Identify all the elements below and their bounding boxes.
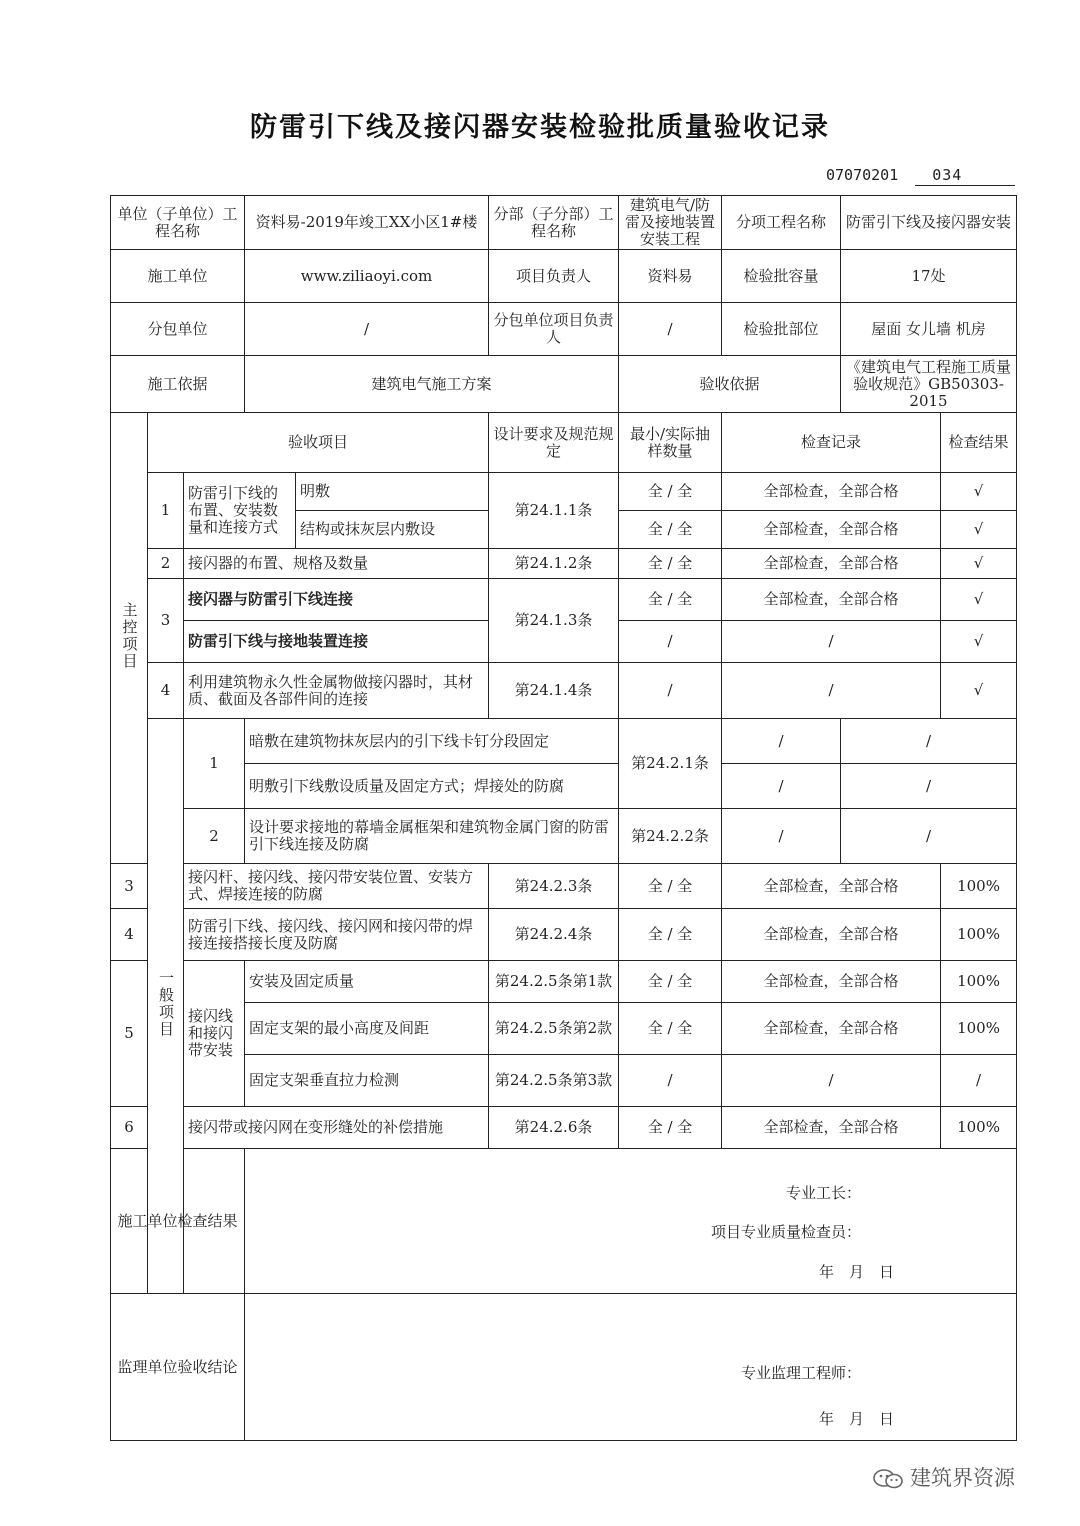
item-name: 设计要求接地的幕墙金属框架和建筑物金属门窗的防雷引下线连接及防腐 — [245, 809, 619, 864]
contractor-date: 年 月 日 — [819, 1263, 895, 1281]
item-result: √ — [941, 579, 1017, 621]
item-name: 接闪器与防雷引下线连接 — [184, 579, 489, 621]
subitem-label: 分项工程名称 — [722, 196, 841, 250]
item-spec: 第24.1.4条 — [489, 663, 619, 719]
item-name: 明敷引下线敷设质量及固定方式；焊接处的防腐 — [245, 764, 619, 809]
item-record: 全部检查，全部合格 — [722, 511, 941, 549]
unit-label: 单位（子单位）工程名称 — [111, 196, 245, 250]
item-sample: 全 / 全 — [619, 909, 722, 961]
item-no: 3 — [111, 864, 148, 909]
accept-basis-label: 验收依据 — [619, 356, 841, 413]
item-spec: 第24.2.1条 — [619, 719, 722, 809]
qc-inspector-label: 项目专业质量检查员： — [711, 1223, 862, 1241]
contractor-label: 施工单位 — [111, 250, 245, 303]
pm-value: 资料易 — [619, 250, 722, 303]
item-no: 3 — [148, 579, 184, 663]
item-name: 明敷 — [296, 473, 489, 511]
basis-label: 施工依据 — [111, 356, 245, 413]
form-number-underline — [915, 185, 1015, 186]
item-spec: 第24.2.5条第3款 — [489, 1055, 619, 1107]
item-name: 防雷引下线与接地装置连接 — [184, 621, 489, 663]
item-record: 全部检查，全部合格 — [722, 909, 941, 961]
item-spec: 第24.2.3条 — [489, 864, 619, 909]
item-sample: / — [619, 1055, 722, 1107]
item-record: 全部检查，全部合格 — [722, 473, 941, 511]
item-sample: 全 / 全 — [619, 864, 722, 909]
item-record: / — [722, 663, 941, 719]
item-spec: 第24.1.2条 — [489, 549, 619, 579]
item-spec: 第24.2.2条 — [619, 809, 722, 864]
item-no: 5 — [111, 961, 148, 1107]
foreman-label: 专业工长： — [786, 1184, 862, 1202]
col-item: 验收项目 — [148, 413, 489, 473]
item-name: 接闪带或接闪网在变形缝处的补偿措施 — [184, 1107, 489, 1149]
item-sample: / — [722, 719, 841, 764]
unit-value: 资料易-2019年竣工XX小区1#楼 — [245, 196, 489, 250]
item-record: / — [841, 719, 1017, 764]
col-spec: 设计要求及规范规定 — [489, 413, 619, 473]
item-name: 接闪器的布置、规格及数量 — [184, 549, 489, 579]
item-spec: 第24.2.6条 — [489, 1107, 619, 1149]
item-name: 暗敷在建筑物抹灰层内的引下线卡钉分段固定 — [245, 719, 619, 764]
item-record: / — [722, 621, 941, 663]
item-name: 利用建筑物永久性金属物做接闪器时，其材质、截面及各部件间的连接 — [184, 663, 489, 719]
item-record: / — [722, 1055, 941, 1107]
item-record: 全部检查，全部合格 — [722, 961, 941, 1003]
pm-label: 项目负责人 — [489, 250, 619, 303]
watermark-text: 建筑界资源 — [910, 1466, 1015, 1490]
contractor-signature-area — [245, 1149, 1017, 1294]
item-name: 接闪杆、接闪线、接闪带安装位置、安装方式、焊接连接的防腐 — [184, 864, 489, 909]
item-no: 4 — [148, 663, 184, 719]
supervisor-engineer-label: 专业监理工程师： — [741, 1364, 862, 1382]
basis-value: 建筑电气施工方案 — [245, 356, 619, 413]
item-group: 接闪线和接闪带安装 — [184, 961, 245, 1107]
inspection-table — [110, 195, 1017, 1441]
item-sample: 全 / 全 — [619, 1003, 722, 1055]
item-sample: / — [619, 663, 722, 719]
item-record: 全部检查，全部合格 — [722, 579, 941, 621]
item-result: 100% — [941, 864, 1017, 909]
contractor-result-label: 施工单位检查结果 — [111, 1149, 245, 1294]
item-result: 100% — [941, 961, 1017, 1003]
form-code — [826, 166, 962, 184]
item-group: 防雷引下线的布置、安装数量和连接方式 — [184, 473, 296, 549]
item-sample: 全 / 全 — [619, 579, 722, 621]
item-record: 全部检查，全部合格 — [722, 864, 941, 909]
page-title: 防雷引下线及接闪器安装检验批质量验收记录 — [250, 112, 830, 143]
item-no: 1 — [184, 719, 245, 809]
sub-pm-value: / — [619, 303, 722, 356]
item-spec: 第24.1.1条 — [489, 473, 619, 549]
item-name: 固定支架的最小高度及间距 — [245, 1003, 489, 1055]
location-value: 屋面 女儿墙 机房 — [841, 303, 1017, 356]
sub-value: / — [245, 303, 489, 356]
form-code-value: 07070201 — [826, 166, 899, 184]
col-record: 检查记录 — [722, 413, 941, 473]
item-record: 全部检查，全部合格 — [722, 1003, 941, 1055]
capacity-value: 17处 — [841, 250, 1017, 303]
item-record: / — [841, 764, 1017, 809]
item-result: 100% — [941, 1003, 1017, 1055]
item-record: / — [841, 809, 1017, 864]
division-label: 分部（子分部）工程名称 — [489, 196, 619, 250]
supervisor-date: 年 月 日 — [819, 1410, 895, 1428]
item-result: 100% — [941, 909, 1017, 961]
item-result: 100% — [941, 1107, 1017, 1149]
sub-label: 分包单位 — [111, 303, 245, 356]
general-section-label: 一般项目 — [148, 719, 184, 1294]
item-result: √ — [941, 621, 1017, 663]
item-sample: 全 / 全 — [619, 549, 722, 579]
col-sample: 最小/实际抽样数量 — [619, 413, 722, 473]
item-spec: 第24.2.5条第1款 — [489, 961, 619, 1003]
item-name: 固定支架垂直拉力检测 — [245, 1055, 489, 1107]
supervisor-label: 监理单位验收结论 — [111, 1294, 245, 1441]
item-name: 防雷引下线、接闪线、接闪网和接闪带的焊接连接搭接长度及防腐 — [184, 909, 489, 961]
item-sample: / — [619, 621, 722, 663]
item-sample: 全 / 全 — [619, 473, 722, 511]
item-result: √ — [941, 549, 1017, 579]
item-result: √ — [941, 663, 1017, 719]
location-label: 检验批部位 — [722, 303, 841, 356]
main-section-label: 主控项目 — [111, 413, 148, 864]
item-sample: / — [722, 764, 841, 809]
item-spec: 第24.2.4条 — [489, 909, 619, 961]
item-no: 1 — [148, 473, 184, 549]
subitem-value: 防雷引下线及接闪器安装 — [841, 196, 1017, 250]
item-result: √ — [941, 511, 1017, 549]
supervisor-signature-area — [245, 1294, 1017, 1441]
item-no: 2 — [148, 549, 184, 579]
item-sample: 全 / 全 — [619, 1107, 722, 1149]
item-no: 6 — [111, 1107, 148, 1149]
item-result: √ — [941, 473, 1017, 511]
item-result: / — [941, 1055, 1017, 1107]
watermark — [872, 1462, 1015, 1492]
item-record: 全部检查，全部合格 — [722, 1107, 941, 1149]
col-result: 检查结果 — [941, 413, 1017, 473]
item-sample: / — [722, 809, 841, 864]
wechat-icon — [872, 1468, 904, 1490]
item-name: 安装及固定质量 — [245, 961, 489, 1003]
sub-pm-label: 分包单位项目负责人 — [489, 303, 619, 356]
item-spec: 第24.2.5条第2款 — [489, 1003, 619, 1055]
item-sample: 全 / 全 — [619, 511, 722, 549]
capacity-label: 检验批容量 — [722, 250, 841, 303]
item-no: 4 — [111, 909, 148, 961]
accept-basis-value: 《建筑电气工程施工质量验收规范》GB50303-2015 — [841, 356, 1017, 413]
item-name: 结构或抹灰层内敷设 — [296, 511, 489, 549]
item-record: 全部检查，全部合格 — [722, 549, 941, 579]
contractor-value: www.ziliaoyi.com — [245, 250, 489, 303]
form-number: 034 — [932, 166, 963, 184]
division-value: 建筑电气/防雷及接地装置安装工程 — [619, 196, 722, 250]
item-sample: 全 / 全 — [619, 961, 722, 1003]
item-spec: 第24.1.3条 — [489, 579, 619, 663]
item-no: 2 — [184, 809, 245, 864]
